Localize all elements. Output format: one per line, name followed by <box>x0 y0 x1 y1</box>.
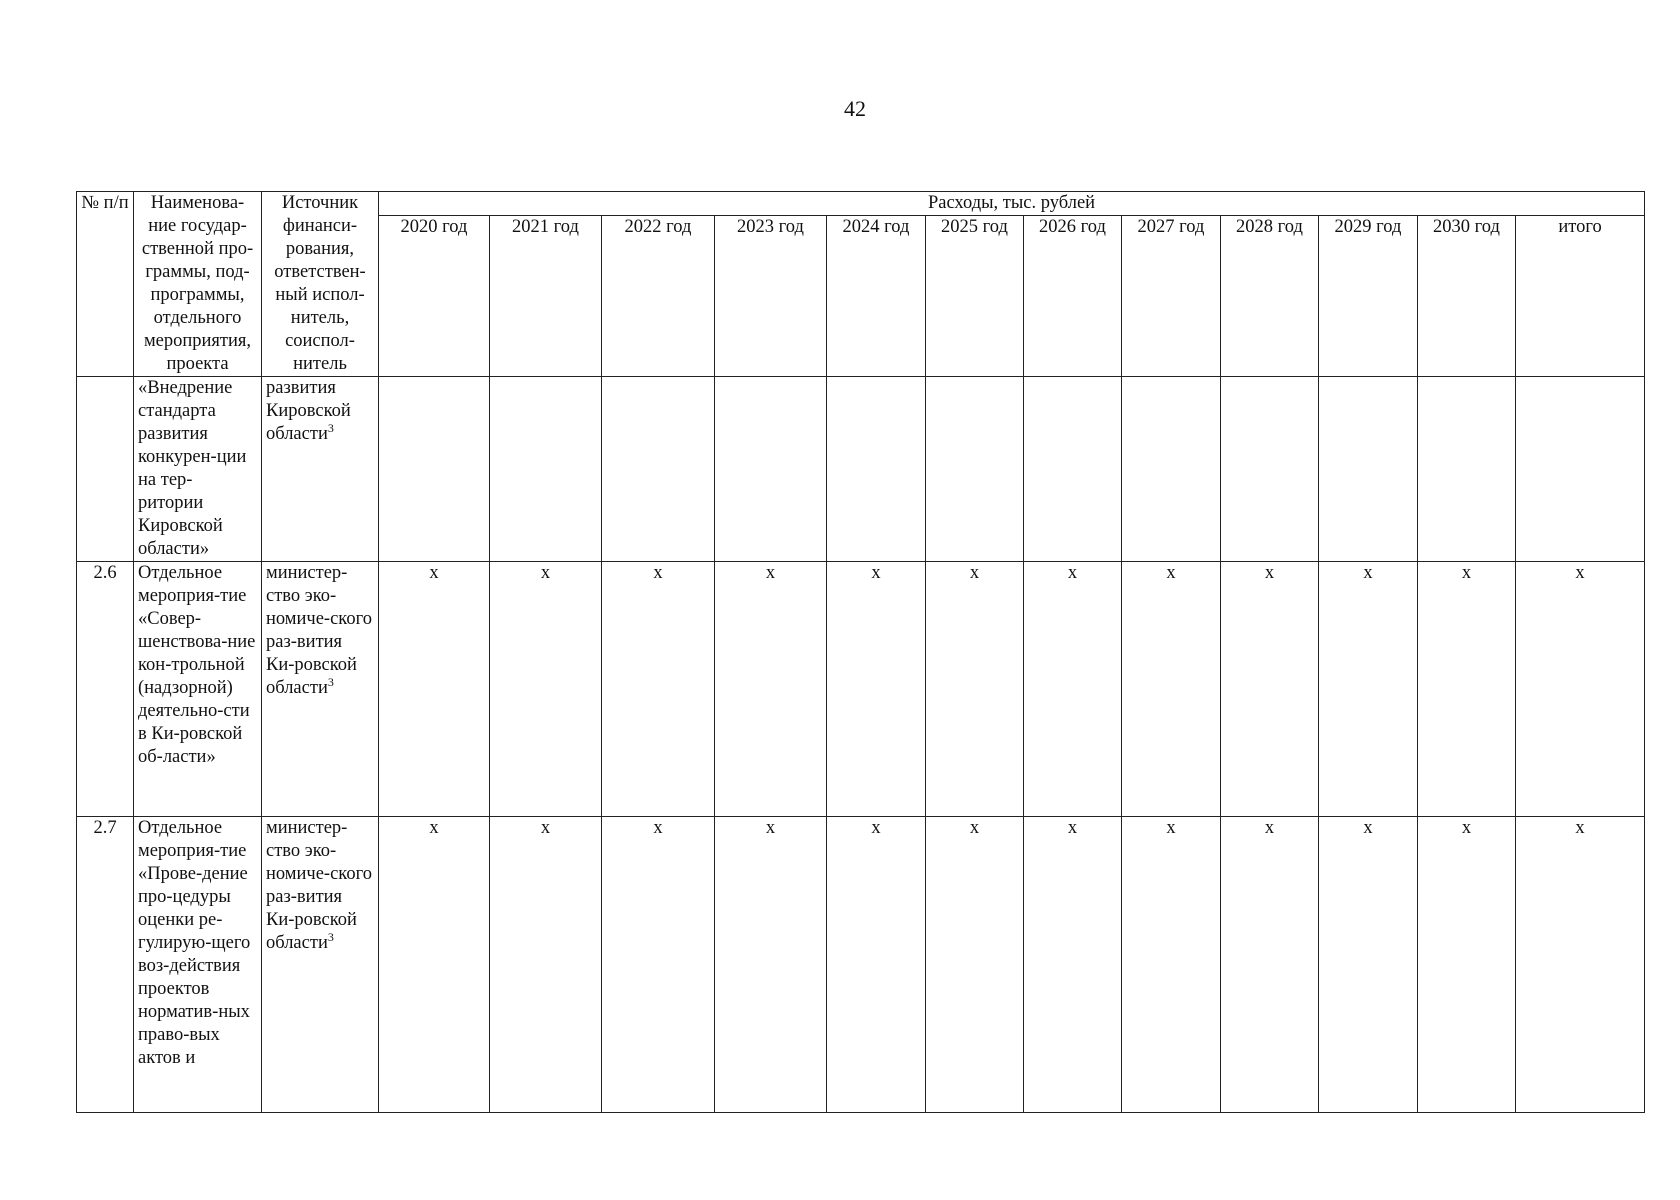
row-value: х <box>926 817 1024 1113</box>
footnote-mark: 3 <box>327 929 334 944</box>
row-source <box>262 377 379 562</box>
row-value <box>490 377 602 562</box>
row-value: х <box>1122 817 1221 1113</box>
row-value: х <box>1418 562 1516 817</box>
row-value: х <box>1024 817 1122 1113</box>
header-year: 2022 год <box>602 216 715 377</box>
footnote-mark: 3 <box>327 420 334 435</box>
row-value <box>926 377 1024 562</box>
row-value: х <box>1319 562 1418 817</box>
footnote-mark: 3 <box>327 674 334 689</box>
header-year: 2026 год <box>1024 216 1122 377</box>
header-year: 2027 год <box>1122 216 1221 377</box>
table-row <box>77 377 1645 562</box>
row-value: х <box>827 562 926 817</box>
header-name: Наименова-ние государ-ственной про-граммы, под-программы, отдельного мероприятия, проекта <box>134 192 262 377</box>
row-name: «Внедрение стандарта развития конкурен-ции на тер-ритории Кировской области» <box>134 377 262 562</box>
row-value: х <box>715 817 827 1113</box>
header-row-top <box>77 192 1645 216</box>
row-value <box>1221 377 1319 562</box>
header-num: № п/п <box>77 192 134 377</box>
row-value: х <box>1024 562 1122 817</box>
row-source-text: министер-ство эко-номиче-ского раз-вития Ки-ровской области <box>266 563 372 698</box>
row-value: х <box>715 562 827 817</box>
row-source-text: министер-ство эко-номиче-ского раз-вития Ки-ровской области <box>266 818 372 953</box>
row-total <box>1516 377 1645 562</box>
header-year: 2030 год <box>1418 216 1516 377</box>
table-row <box>77 817 1645 1113</box>
row-total: х <box>1516 562 1645 817</box>
row-num: 2.6 <box>77 562 134 817</box>
row-value <box>1122 377 1221 562</box>
row-value: х <box>1319 817 1418 1113</box>
header-year: 2021 год <box>490 216 602 377</box>
row-value <box>1319 377 1418 562</box>
row-value: х <box>490 562 602 817</box>
header-total: итого <box>1516 216 1645 377</box>
header-year: 2023 год <box>715 216 827 377</box>
row-name: Отдельное мероприя-тие «Совер-шенствова-ние кон-трольной (надзорной) деятельно-сти в Ки-ровской об-ласти» <box>134 562 262 817</box>
row-value: х <box>602 817 715 1113</box>
row-value: х <box>379 562 490 817</box>
row-value: х <box>1122 562 1221 817</box>
row-value <box>715 377 827 562</box>
budget-table <box>76 191 1645 1113</box>
row-value: х <box>490 817 602 1113</box>
row-source <box>262 562 379 817</box>
row-value: х <box>926 562 1024 817</box>
header-expenses: Расходы, тыс. рублей <box>379 192 1645 216</box>
row-source-text: развития Кировской области <box>266 378 351 444</box>
header-year: 2025 год <box>926 216 1024 377</box>
row-total: х <box>1516 817 1645 1113</box>
row-value: х <box>602 562 715 817</box>
header-year: 2020 год <box>379 216 490 377</box>
row-value: х <box>379 817 490 1113</box>
row-value: х <box>1221 562 1319 817</box>
row-value <box>1024 377 1122 562</box>
header-year: 2024 год <box>827 216 926 377</box>
row-name: Отдельное мероприя-тие «Прове-дение про-цедуры оценки ре-гулирую-щего воз-действия проектов норматив-ных право-вых актов и <box>134 817 262 1113</box>
header-year: 2029 год <box>1319 216 1418 377</box>
row-num <box>77 377 134 562</box>
header-year: 2028 год <box>1221 216 1319 377</box>
header-source: Источник финанси-рования, ответствен-ный испол-нитель, соиспол-нитель <box>262 192 379 377</box>
row-value: х <box>827 817 926 1113</box>
row-value <box>379 377 490 562</box>
page-number: 42 <box>844 96 866 121</box>
row-value <box>827 377 926 562</box>
row-value <box>1418 377 1516 562</box>
table-row <box>77 562 1645 817</box>
row-value: х <box>1418 817 1516 1113</box>
row-source <box>262 817 379 1113</box>
row-num: 2.7 <box>77 817 134 1113</box>
row-value <box>602 377 715 562</box>
row-value: х <box>1221 817 1319 1113</box>
